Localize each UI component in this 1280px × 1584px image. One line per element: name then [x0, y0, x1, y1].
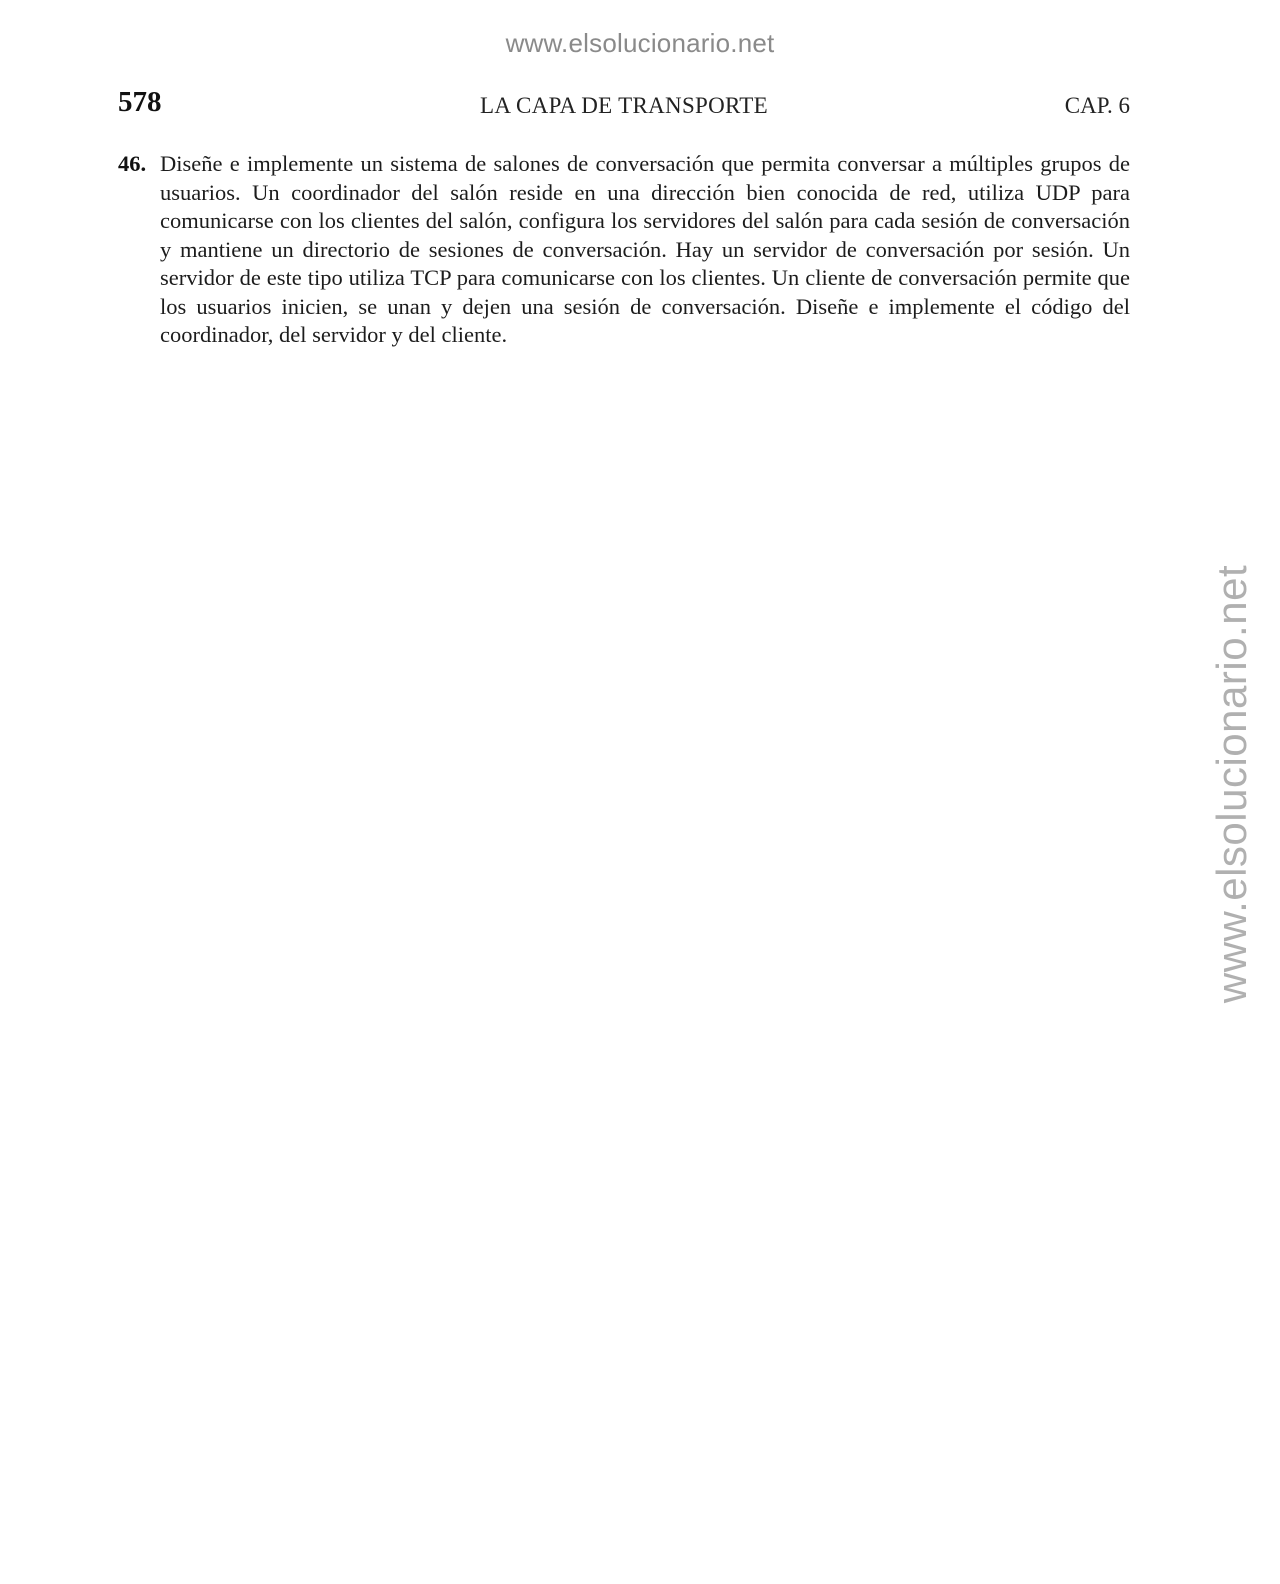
chapter-label: CAP. 6 — [1064, 93, 1130, 118]
running-header — [118, 86, 1130, 126]
chapter-title: LA CAPA DE TRANSPORTE — [479, 93, 769, 118]
problem-text: Diseñe e implemente un sistema de salones de conversación que permita conversar a múltiples grupos de usuarios. Un coordinador del salón reside en una dirección bien conocida de red, utiliza UDP para comunicarse con los clientes del salón, configura los servidores del salón para cada sesión de conversación y mantiene un directorio de sesiones de conversación. Hay un servidor de conversación por sesión. Un servidor de este tipo utiliza TCP para comunicarse con los clientes. Un cliente de conversación permite que los usuarios inicien, se unan y dejen una sesión de conversación. Diseñe e implemente el código del coordinador, del servidor y del cliente. — [160, 151, 1130, 347]
problem-46 — [118, 150, 1130, 350]
top-watermark: www.elsolucionario.net — [505, 28, 775, 58]
page-number: 578 — [118, 86, 162, 118]
side-watermark: www.elsolucionario.net — [1208, 564, 1255, 1004]
problem-number: 46. — [118, 151, 147, 176]
